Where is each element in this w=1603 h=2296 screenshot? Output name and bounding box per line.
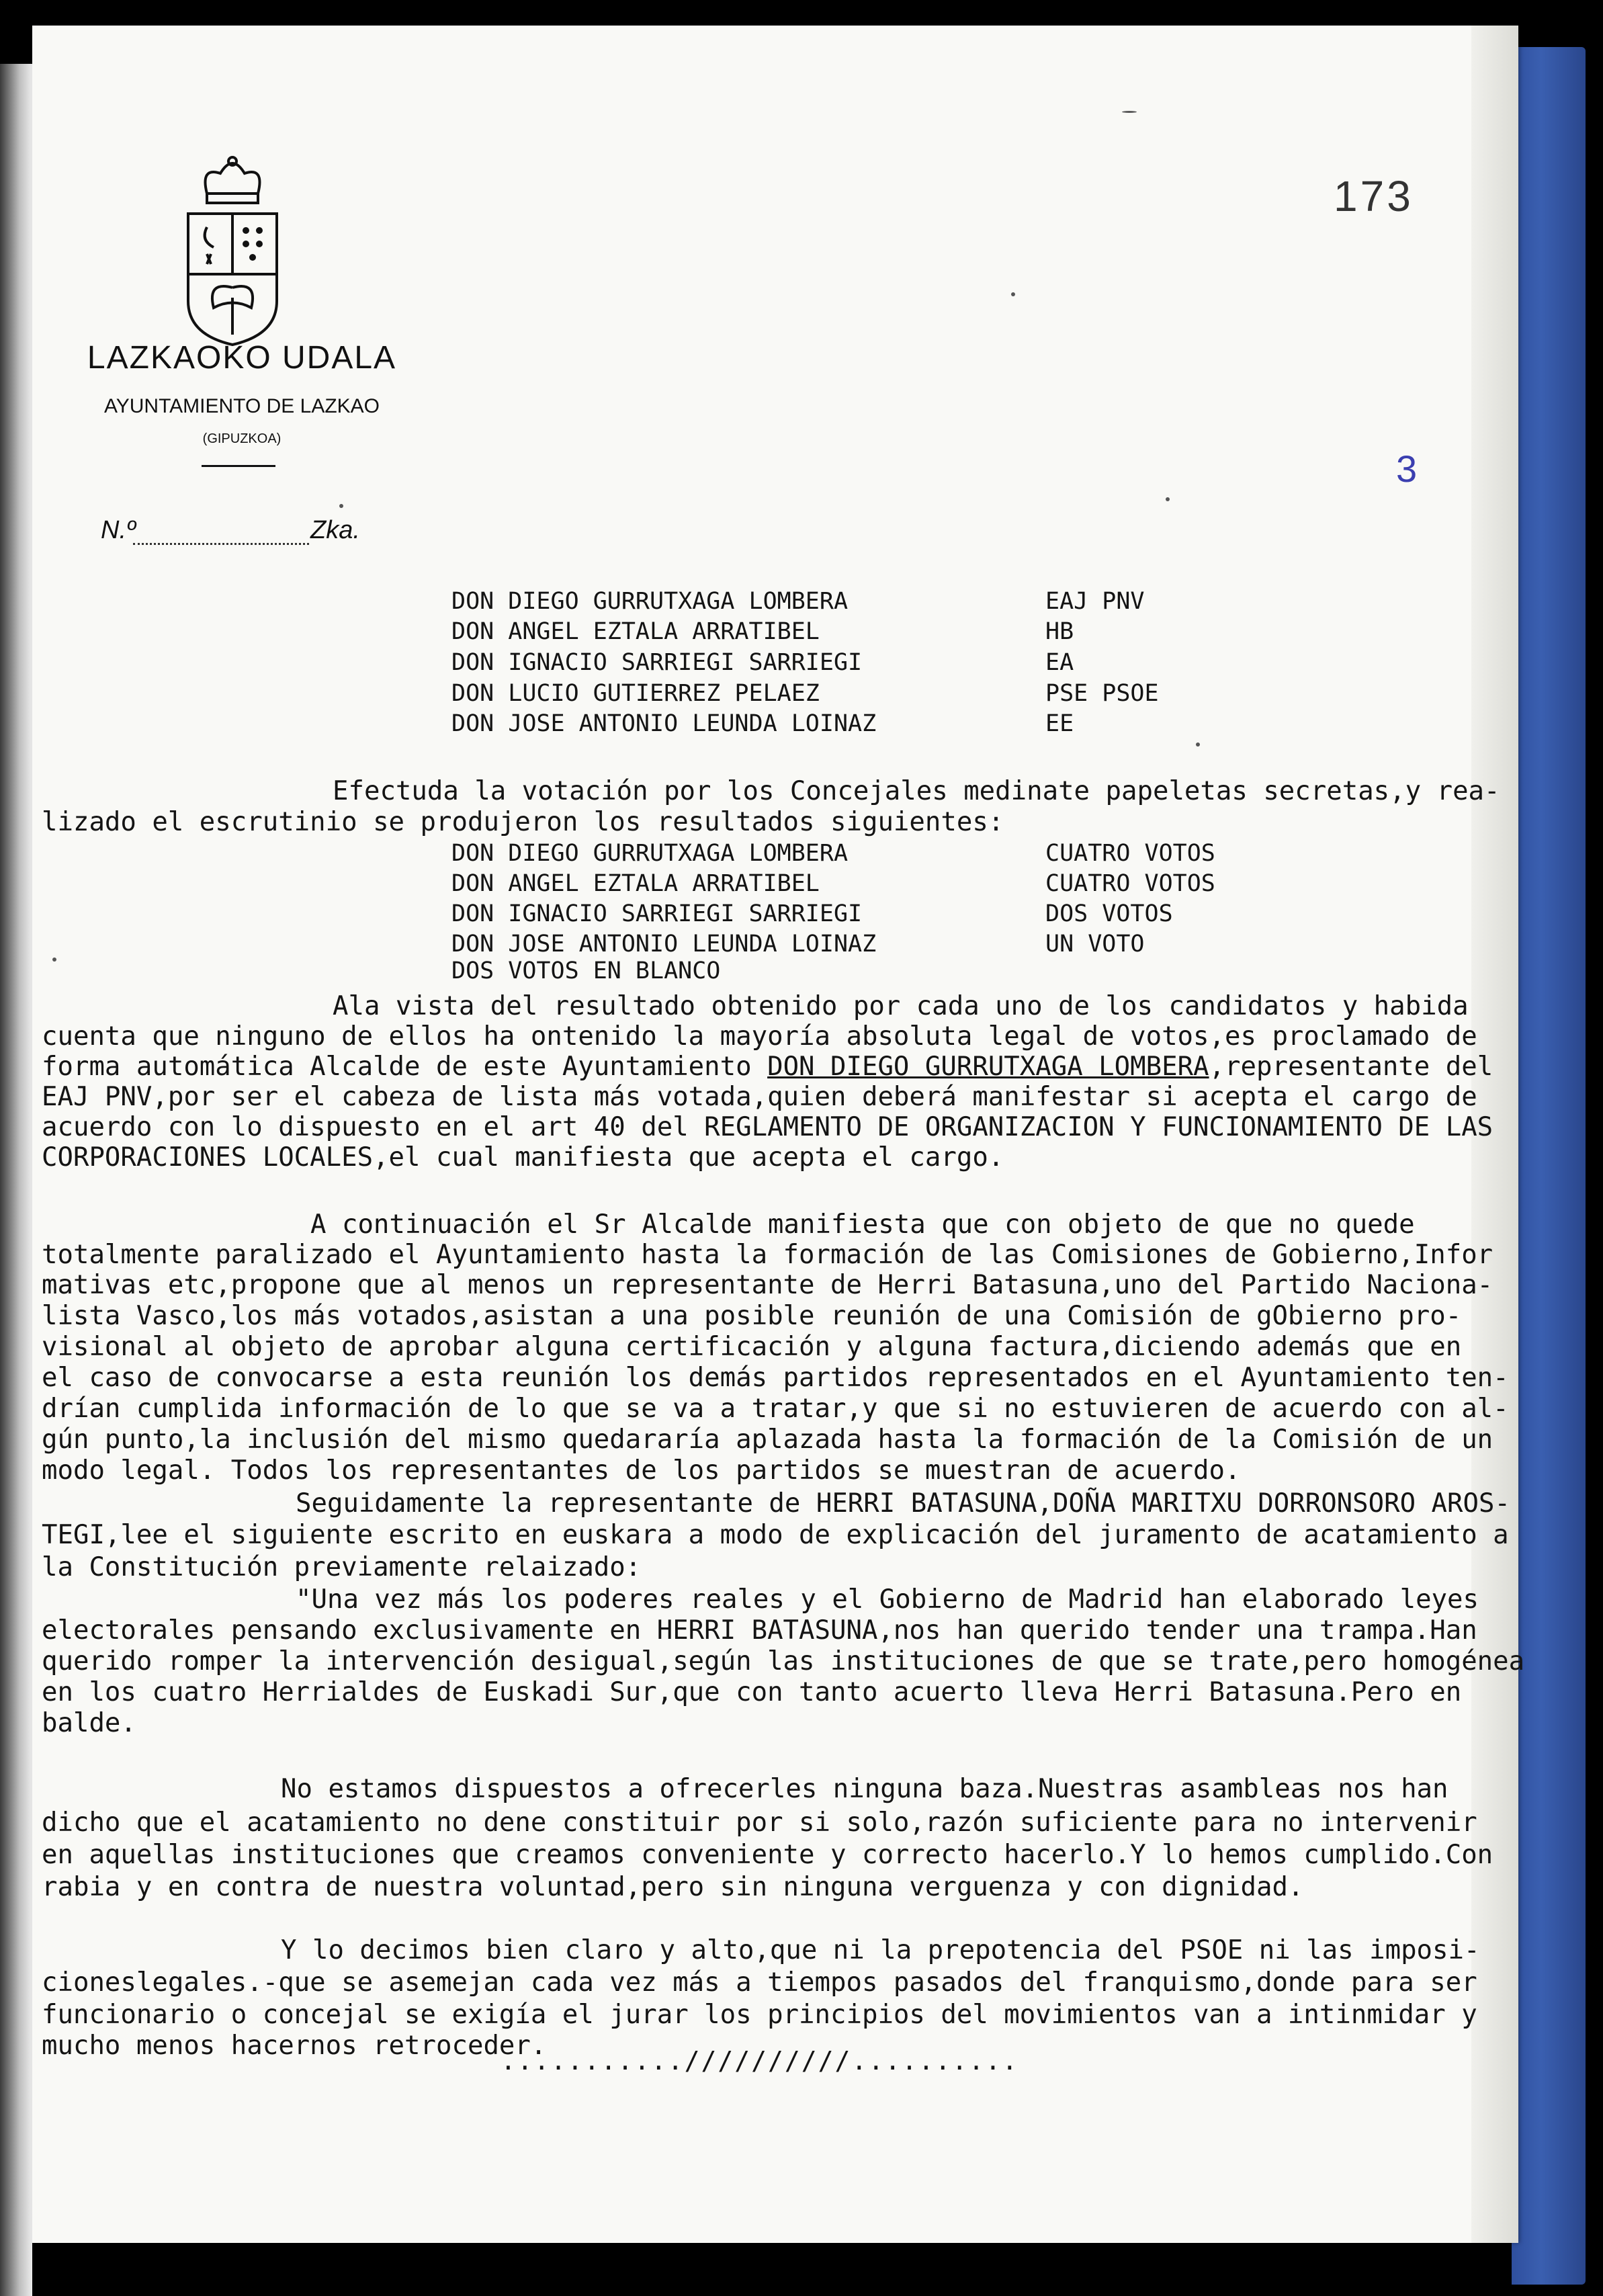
number-blank-line	[133, 543, 309, 545]
ink-speck	[1011, 292, 1015, 296]
ink-speck	[1166, 497, 1170, 501]
result-votes: CUATRO VOTOS	[1045, 870, 1215, 897]
previous-page-edge	[0, 64, 32, 2296]
result-name: DON ANGEL EZTALA ARRATIBEL	[451, 870, 820, 897]
result-votes: UN VOTO	[1045, 931, 1145, 958]
quote-line: funcionario o concejal se exigía el jurar los principios del movimientos van a intinmidar y	[42, 2000, 1477, 2030]
comision-paragraph-line: drían cumplida información de lo que se va a tratar,y que si no estuvieren de acuerdo con al-	[42, 1394, 1509, 1424]
number-label: N.º	[101, 516, 136, 544]
alcalde-paragraph-line: Ala vista del resultado obtenido por cada uno de los candidatos y habida	[333, 991, 1469, 1021]
candidate-party: EA	[1045, 649, 1074, 676]
elected-mayor-name: DON DIEGO GURRUTXAGA LOMBERA	[767, 1052, 1209, 1082]
letterhead-divider	[202, 465, 275, 467]
candidate-party: PSE PSOE	[1045, 680, 1159, 707]
quote-line: dicho que el acatamiento no dene constituir por si solo,razón suficiente para no intervenir	[42, 1808, 1477, 1838]
comision-paragraph-line: mativas etc,propone que al menos un representante de Herri Batasuna,uno del Partido Naciona-	[42, 1270, 1493, 1300]
comision-paragraph-line: gún punto,la inclusión del mismo quedararía aplazada hasta la formación de la Comisión de un	[42, 1425, 1493, 1455]
province-label: (GIPUZKOA)	[202, 431, 281, 446]
candidate-name: DON IGNACIO SARRIEGI SARRIEGI	[451, 649, 863, 676]
vote-intro-line: lizado el escrutinio se produjeron los resultados siguientes:	[42, 807, 1004, 837]
candidate-name: DON DIEGO GURRUTXAGA LOMBERA	[451, 588, 849, 615]
comision-paragraph-line: totalmente paralizado el Ayuntamiento hasta la formación de las Comisiones de Gobierno,Infor	[42, 1240, 1493, 1270]
quote-line: querido romper la intervención desigual,según las instituciones de que se trate,pero homogénea	[42, 1646, 1525, 1676]
alcalde-paragraph-line: acuerdo con lo dispuesto en el art 40 del REGLAMENTO DE ORGANIZACION Y FUNCIONAMIENTO DE LAS	[42, 1112, 1493, 1142]
zka-label: Zka.	[310, 516, 360, 544]
quote-line: Y lo decimos bien claro y alto,que ni la prepotencia del PSOE ni las imposi-	[281, 1935, 1480, 1965]
result-name: DOS VOTOS EN BLANCO	[451, 958, 721, 984]
result-votes: DOS VOTOS	[1045, 900, 1173, 927]
quote-line: cioneslegales.-que se asemejan cada vez más a tiempos pasados del franquismo,donde para ser	[42, 1967, 1477, 1998]
handwritten-mark: 3	[1396, 448, 1418, 490]
hb-paragraph-line: Seguidamente la representante de HERRI BATASUNA,DOÑA MARITXU DORRONSORO AROS-	[296, 1488, 1510, 1519]
ink-speck	[1122, 111, 1137, 113]
quote-line: electorales pensando exclusivamente en HERRI BATASUNA,nos han querido tender una trampa.Han	[42, 1615, 1477, 1646]
quote-line: No estamos dispuestos a ofrecerles ninguna baza.Nuestras asambleas nos han	[281, 1774, 1448, 1804]
alcalde-paragraph-line: cuenta que ninguno de ellos ha ontenido la mayoría absoluta legal de votos,es proclamado de	[42, 1021, 1477, 1052]
comision-paragraph-line: A continuación el Sr Alcalde manifiesta que con objeto de que no quede	[310, 1209, 1415, 1240]
comision-paragraph-line: lista Vasco,los más votados,asistan a una posible reunión de una Comisión de gObierno pro-	[42, 1301, 1462, 1331]
closing-line: ...........//////////..........	[501, 2046, 1019, 2076]
blue-binding-cover	[1512, 47, 1586, 2285]
alcalde-paragraph-line: EAJ PNV,por ser el cabeza de lista más votada,quien deberá manifestar si acepta el cargo de	[42, 1082, 1477, 1112]
municipality-name: LAZKAOKO UDALA	[87, 340, 397, 376]
hb-paragraph-line: la Constitución previamente relaizado:	[42, 1552, 642, 1582]
alcalde-line-pre: forma automática Alcalde de este Ayuntamiento	[42, 1052, 768, 1082]
candidate-party: EAJ PNV	[1045, 588, 1145, 615]
result-name: DON IGNACIO SARRIEGI SARRIEGI	[451, 900, 863, 927]
folio-number: 173	[1334, 172, 1414, 220]
alcalde-line-post: ,representante del	[1209, 1052, 1493, 1082]
result-name: DON DIEGO GURRUTXAGA LOMBERA	[451, 840, 849, 867]
quote-line: mucho menos hacernos retroceder.	[42, 2031, 547, 2061]
quote-line: en aquellas instituciones que creamos conveniente y correcto hacerlo.Y lo hemos cumplido.Con	[42, 1840, 1493, 1870]
coat-of-arms-icon	[180, 153, 285, 348]
ink-speck	[52, 958, 56, 962]
ink-speck	[339, 504, 343, 508]
quote-line: en los cuatro Herrialdes de Euskadi Sur,que con tanto acuerto lleva Herri Batasuna.Pero en	[42, 1677, 1462, 1707]
candidate-party: HB	[1045, 618, 1074, 645]
candidate-name: DON JOSE ANTONIO LEUNDA LOINAZ	[451, 710, 877, 737]
comision-paragraph-line: el caso de convocarse a esta reunión los demás partidos representados en el Ayuntamiento ten-	[42, 1363, 1509, 1393]
result-votes: CUATRO VOTOS	[1045, 840, 1215, 867]
candidate-name: DON ANGEL EZTALA ARRATIBEL	[451, 618, 820, 645]
alcalde-paragraph-line: CORPORACIONES LOCALES,el cual manifiesta que acepta el cargo.	[42, 1142, 1004, 1173]
alcalde-paragraph-line	[42, 1052, 1493, 1082]
candidate-name: DON LUCIO GUTIERREZ PELAEZ	[451, 680, 820, 707]
hb-paragraph-line: TEGI,lee el siguiente escrito en euskara a modo de explicación del juramento de acatamiento a	[42, 1520, 1509, 1550]
candidate-party: EE	[1045, 710, 1074, 737]
vote-intro-line: Efectuda la votación por los Concejales medinate papeletas secretas,y rea-	[333, 776, 1500, 806]
comision-paragraph-line: visional al objeto de aprobar alguna certificación y alguna factura,diciendo además que en	[42, 1332, 1462, 1362]
quote-line: "Una vez más los poderes reales y el Gobierno de Madrid han elaborado leyes	[296, 1584, 1479, 1615]
comision-paragraph-line: modo legal. Todos los representantes de los partidos se muestran de acuerdo.	[42, 1455, 1241, 1486]
ink-speck	[1196, 742, 1200, 747]
municipality-subtitle: AYUNTAMIENTO DE LAZKAO	[103, 395, 380, 417]
quote-line: rabia y en contra de nuestra voluntad,pero sin ninguna verguenza y con dignidad.	[42, 1872, 1304, 1902]
result-name: DON JOSE ANTONIO LEUNDA LOINAZ	[451, 931, 877, 958]
quote-line: balde.	[42, 1708, 136, 1738]
